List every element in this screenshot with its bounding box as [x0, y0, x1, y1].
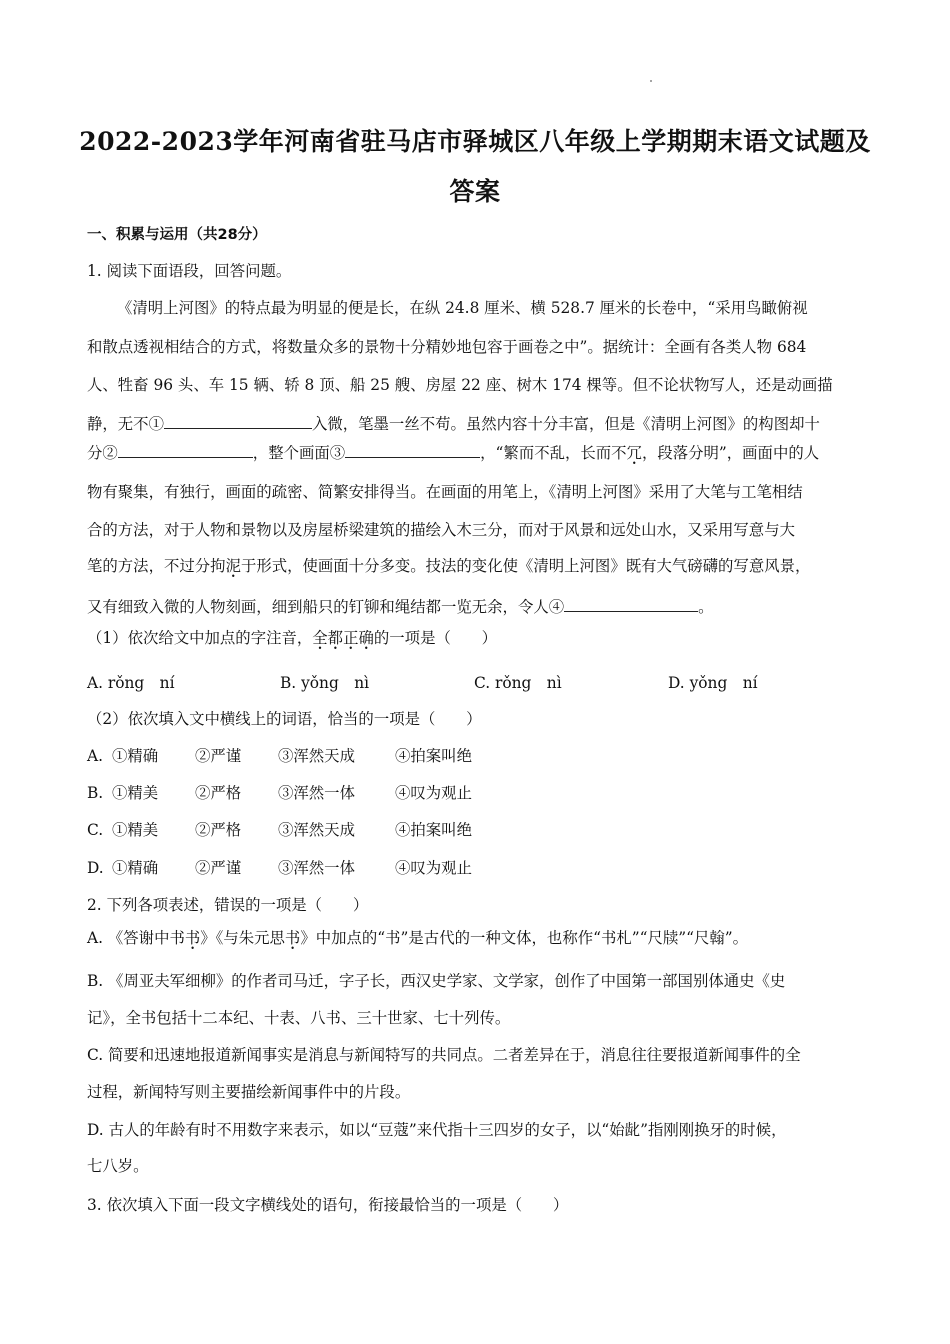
emphasized-char: 泥	[225, 557, 241, 575]
option-row-a[interactable]	[87, 746, 472, 766]
page-mark	[650, 80, 652, 82]
subquestion-text: （1）依次给文中加点的字注音，	[87, 629, 313, 647]
blank-3[interactable]	[345, 442, 480, 458]
option-b[interactable]: B. yǒng nì	[280, 674, 370, 692]
passage-line	[87, 596, 877, 617]
emphasized-char: 都	[327, 629, 344, 647]
q2-option-b[interactable]: B. 《周亚夫军细柳》的作者司马迁，字子长，西汉史学家、文学家，创作了中国第一部国别体通史《史	[87, 972, 786, 990]
passage-text: 静，无不①	[87, 415, 164, 433]
option-row-d[interactable]	[87, 858, 472, 878]
passage-text: 入微，笔墨一丝不苟。虽然内容十分丰富，但是《清明上河图》的构图却十	[311, 415, 820, 433]
emphasized-phrase	[312, 629, 374, 647]
option-a[interactable]: A. rǒng ní	[87, 674, 175, 692]
option-item: ④叹为观止	[395, 784, 472, 802]
passage-line: 人、牲畜 96 头、车 15 辆、轿 8 顶、船 25 艘、房屋 22 座、树木 174 棵等。但不论状物写人，还是动画描	[87, 376, 833, 394]
passage-line: 物有聚集，有独行，画面的疏密、简繁安排得当。在画面的用笔上，《清明上河图》采用了大笔与工笔相结	[87, 483, 803, 501]
document-title-line2: 答案	[449, 177, 501, 206]
passage-line	[87, 413, 877, 434]
passage-text: ，段落分明”，画面中的人	[641, 444, 820, 462]
q2-option-b-cont: 记》，全书包括十二本纪、十表、八书、三十世家、七十列传。	[87, 1009, 511, 1027]
option-letter: A.	[87, 747, 104, 765]
option-d[interactable]: D. yǒng ní	[668, 674, 758, 692]
option-item: ④拍案叫绝	[395, 821, 472, 839]
passage-line: 和散点透视相结合的方式，将数量众多的景物十分精妙地包容于画卷之中”。据统计：全画有各类人物 684	[87, 338, 807, 356]
option-letter: C.	[87, 821, 104, 839]
option-item: ①精美	[112, 821, 159, 839]
option-text: 》中加点的“书”是古代的一种文体，也称作“书札”“尺牍”“尺翰”。	[300, 929, 749, 947]
option-row-b[interactable]	[87, 783, 472, 803]
emphasized-char: 确	[358, 629, 374, 647]
emphasized-char: 书	[284, 929, 301, 947]
q2-option-a[interactable]	[87, 928, 877, 948]
option-item: ③浑然天成	[278, 821, 355, 839]
blank-2[interactable]	[118, 442, 253, 458]
q2-option-c[interactable]: C. 简要和迅速地报道新闻事实是消息与新闻特写的共同点。二者差异在于，消息往往要报道新闻事件的全	[87, 1046, 801, 1064]
passage-text: 又有细致入微的人物刻画，细到船只的钉铆和绳结都一览无余，令人④	[87, 598, 565, 616]
option-item: ②严谨	[195, 859, 242, 877]
passage-line	[87, 556, 877, 576]
passage-text: ，整个画面③	[252, 444, 346, 462]
document-title-line1: 2022-2023学年河南省驻马店市驿城区八年级上学期期末语文试题及	[79, 127, 871, 156]
emphasized-char: 冗	[626, 444, 642, 462]
option-item: ①精确	[112, 859, 159, 877]
passage-text: ，“繁而不乱，长而不	[480, 444, 627, 462]
option-item: ④拍案叫绝	[395, 747, 472, 765]
option-item: ③浑然一体	[278, 859, 355, 877]
question-1-stem: 1. 阅读下面语段，回答问题。	[87, 262, 292, 280]
q2-option-d-cont: 七八岁。	[87, 1157, 149, 1175]
option-item: ④叹为观止	[395, 859, 472, 877]
option-item: ②严谨	[195, 747, 242, 765]
passage-line	[87, 442, 877, 463]
option-letter: B.	[87, 784, 104, 802]
option-item: ①精确	[112, 747, 159, 765]
question-3-stem: 3. 依次填入下面一段文字横线处的语句，衔接最恰当的一项是（ ）	[87, 1196, 569, 1214]
passage-text: 于形式，使画面十分多变。技法的变化使《清明上河图》既有大气磅礴的写意风景，	[240, 557, 811, 575]
subquestion-2: （2）依次填入文中横线上的词语，恰当的一项是（ ）	[87, 710, 482, 728]
blank-4[interactable]	[564, 596, 698, 612]
emphasized-char: 书	[184, 929, 201, 947]
option-item: ①精美	[112, 784, 159, 802]
question-2-stem: 2. 下列各项表述，错误的一项是（ ）	[87, 896, 369, 914]
passage-line: 合的方法，对于人物和景物以及房屋桥梁建筑的描绘入木三分，而对于风景和远处山水，又采用写意与大	[87, 521, 795, 539]
option-item: ③浑然一体	[278, 784, 355, 802]
option-row-c[interactable]	[87, 820, 472, 840]
passage-text: 分②	[87, 444, 118, 462]
option-letter: D.	[87, 859, 104, 877]
passage-text: 笔的方法，不过分拘	[87, 557, 226, 575]
option-c[interactable]: C. rǒng nì	[474, 674, 562, 692]
option-text: A. 《答谢中书	[87, 929, 185, 947]
passage-text: 。	[698, 598, 714, 616]
emphasized-char: 全	[312, 629, 328, 647]
blank-1[interactable]	[164, 413, 312, 429]
q2-option-c-cont: 过程，新闻特写则主要描绘新闻事件中的片段。	[87, 1083, 411, 1101]
emphasized-char: 正	[343, 629, 359, 647]
q2-option-d[interactable]: D. 古人的年龄有时不用数字来表示，如以“豆蔻”来代指十三四岁的女子，以“始龀”指刚刚换牙的时候，	[87, 1121, 787, 1139]
option-item: ③浑然天成	[278, 747, 355, 765]
option-item: ②严格	[195, 784, 242, 802]
passage-line: 《清明上河图》的特点最为明显的便是长，在纵 24.8 厘米、横 528.7 厘米的长卷中，“采用鸟瞰俯视	[117, 299, 808, 317]
section-heading: 一、积累与运用（共28分）	[87, 227, 267, 243]
subquestion-text: 的一项是（ ）	[373, 629, 498, 647]
subquestion-1	[87, 628, 877, 648]
option-item: ②严格	[195, 821, 242, 839]
option-text: 》《与朱元思	[200, 929, 285, 947]
